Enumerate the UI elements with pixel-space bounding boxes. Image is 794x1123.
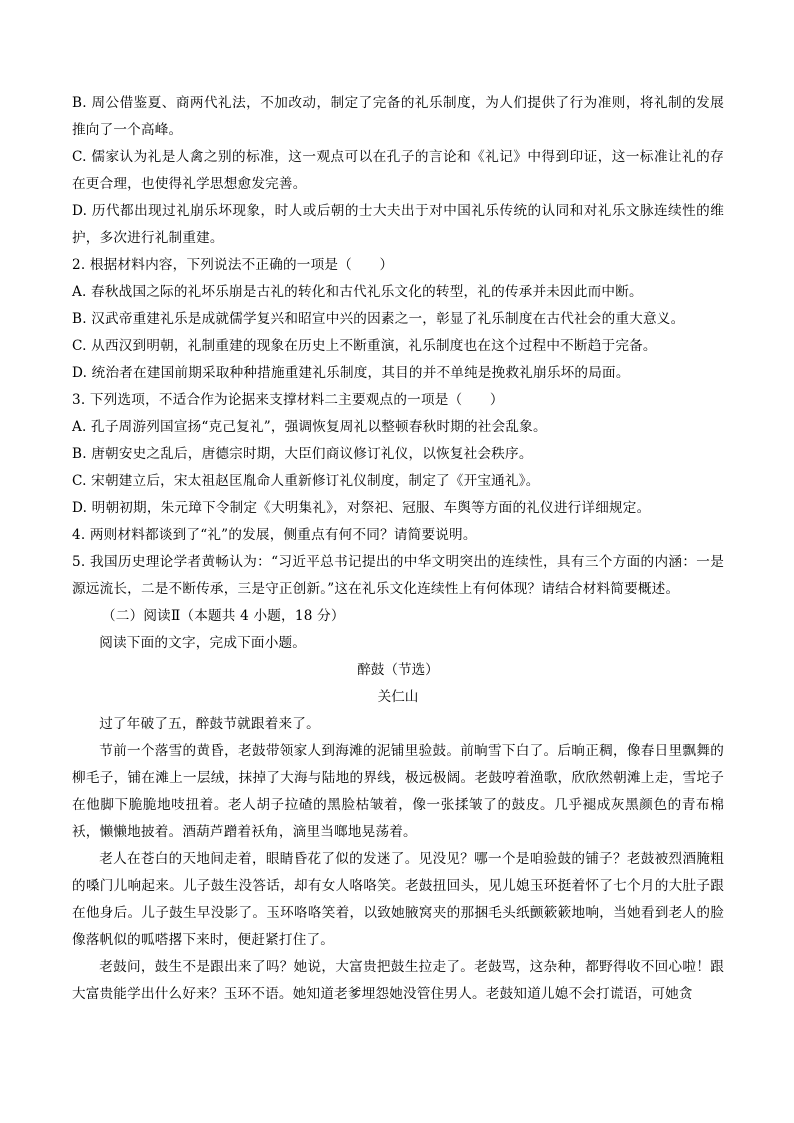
reading-instruction: 阅读下面的文字，完成下面小题。 [99,635,307,651]
question-2-option-a: A. 春秋战国之际的礼坏乐崩是古礼的转化和古代礼乐文化的转型，礼的传承并未因此而中断。 [72,284,643,300]
question-1-option-d: D. 历代都出现过礼崩乐坏现象，时人或后朝的士大夫出于对中国礼乐传统的认同和对礼乐文脉连续性的维护，多次进行礼制重建。 [72,203,724,246]
question-3-option-a: A. 孔子周游列国宣扬“克己复礼”，强调恢复周礼以整顿春秋时期的社会乱象。 [72,419,547,435]
question-1-option-b: B. 周公借鉴夏、商两代礼法，不加改动，制定了完备的礼乐制度，为人们提供了行为准则，将礼制的发展推向了一个高峰。 [72,95,724,138]
question-3-option-b: B. 唐朝安史之乱后，唐德宗时期，大臣们商议修订礼仪，以恢复社会秩序。 [72,446,533,462]
question-3-stem: 3. 下列选项，不适合作为论据来支撑材料二主要观点的一项是（ ） [72,392,504,408]
passage-author: 关仁山 [377,689,419,705]
passage-paragraph: 老鼓问，鼓生不是跟出来了吗？她说，大富贵把鼓生拉走了。老鼓骂，这杂种，都野得收不回心啦！跟大富贵能学出什么好来？玉环不语。她知道老爹埋怨她没管住男人。老鼓知道儿媳不会打谎语，可她贪 [72,959,724,1002]
question-3-option-d: D. 明朝初期，朱元璋下令制定《大明集礼》，对祭祀、冠服、车舆等方面的礼仪进行详细规定。 [72,500,651,516]
question-5: 5. 我国历史理论学者黄畅认为：“习近平总书记提出的中华文明突出的连续性，具有三个方面的内涵：一是源远流长，二是不断传承，三是守正创新。”这在礼乐文化连续性上有何体现？请结合材料简要概述。 [72,554,724,597]
passage-paragraph: 老人在苍白的天地间走着，眼睛昏花了似的发迷了。见没见？哪一个是咱验鼓的铺子？老鼓被烈酒腌粗的嗓门儿响起来。儿子鼓生没答话，却有女人咯咯笑。老鼓扭回头，见儿媳玉环挺着怀了七个月的大肚子跟在他身后。儿子鼓生早没影了。玉环咯咯笑着，以致她腋窝夹的那捆毛头纸颤簌簌地响，当她看到老人的脸像落帆似的呱嗒撂下来时，便赶紧打住了。 [72,851,724,948]
passage-title: 醉鼓（节选） [357,662,439,678]
question-2-option-b: B. 汉武帝重建礼乐是成就儒学复兴和昭宣中兴的因素之一，彰显了礼乐制度在古代社会的重大意义。 [72,311,685,327]
passage-paragraph: 过了年破了五，醉鼓节就跟着来了。 [99,716,320,732]
question-4: 4. 两则材料都谈到了“礼”的发展，侧重点有何不同？请简要说明。 [72,527,477,543]
question-1-option-c: C. 儒家认为礼是人禽之别的标准，这一观点可以在孔子的言论和《礼记》中得到印证，这一标准让礼的存在更合理，也使得礼学思想愈发完善。 [72,149,724,192]
document-page [72,90,724,1008]
question-2-stem: 2. 根据材料内容，下列说法不正确的一项是（ ） [72,257,394,273]
question-2-option-d: D. 统治者在建国前期采取种种措施重建礼乐制度，其目的并不单纯是挽救礼崩乐坏的局面。 [72,365,630,381]
question-3-option-c: C. 宋朝建立后，宋太祖赵匡胤命人重新修订礼仪制度，制定了《开宝通礼》。 [72,473,540,489]
section-heading: （二）阅读Ⅱ（本题共 4 小题，18 分） [102,608,345,624]
passage-paragraph: 节前一个落雪的黄昏，老鼓带领家人到海滩的泥铺里验鼓。前晌雪下白了。后晌正稠，像春日里飘舞的柳毛子，铺在滩上一层绒，抹掉了大海与陆地的界线，极远极阔。老鼓哼着渔歌，欣欣然朝滩上走，雪坨子在他脚下脆脆地吱扭着。老人胡子拉碴的黑脸枯皱着，像一张揉皱了的鼓皮。几乎褪成灰黑颜色的青布棉袄，懒懒地披着。酒葫芦蹭着袄角，滴里当啷地晃荡着。 [72,743,724,840]
question-2-option-c: C. 从西汉到明朝，礼制重建的现象在历史上不断重演，礼乐制度也在这个过程中不断趋于完备。 [72,338,657,354]
